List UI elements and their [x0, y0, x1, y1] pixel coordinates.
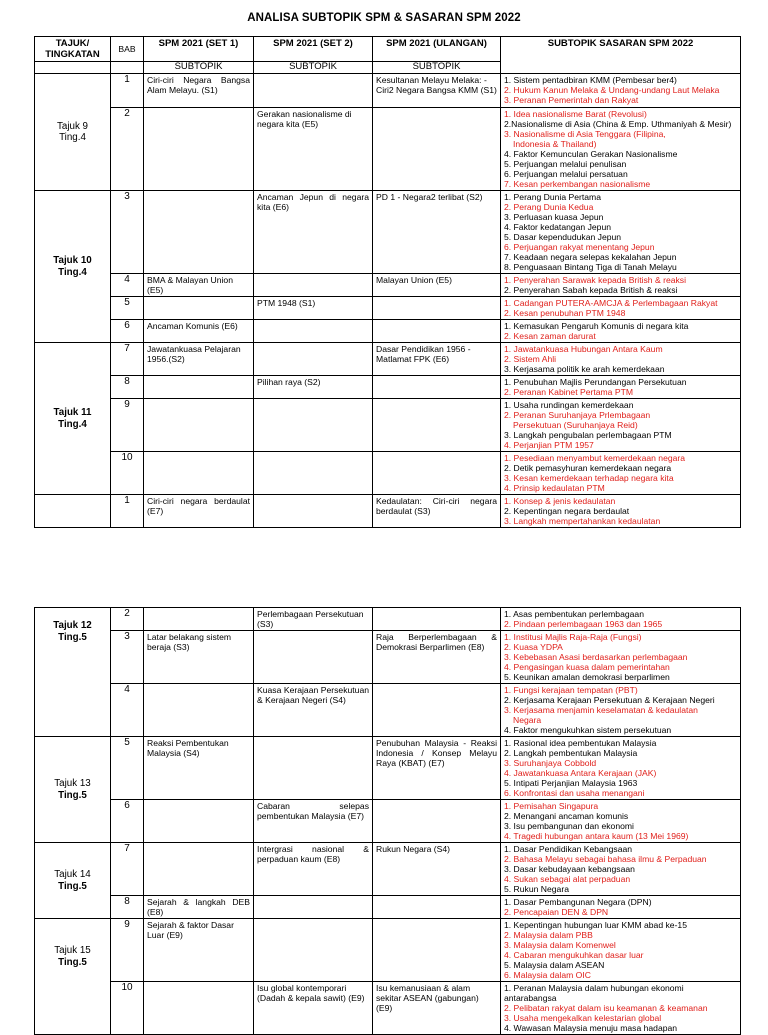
target-cell	[501, 631, 741, 684]
bab-cell: 4	[111, 684, 144, 737]
table-row	[35, 608, 741, 631]
set1-cell: Ciri-ciri negara berdaulat (E7)	[144, 495, 254, 528]
target-item: 4. Jawatankuasa Antara Kerajaan (JAK)	[504, 768, 657, 778]
target-cell	[501, 399, 741, 452]
target-item: 3. Peranan Pemerintah dan Rakyat	[504, 95, 639, 105]
tajuk-name: Tajuk 9	[56, 120, 89, 132]
bab-cell: 7	[111, 343, 144, 376]
target-cell	[501, 452, 741, 495]
set2-cell: Kuasa Kerajaan Persekutuan & Kerajaan Negeri (S4)	[254, 684, 373, 737]
target-item: 2. Peranan Kabinet Pertama PTM	[504, 387, 633, 397]
table-row	[35, 982, 741, 1035]
bab-cell: 9	[111, 399, 144, 452]
table-row	[35, 896, 741, 919]
bab-cell: 2	[111, 108, 144, 191]
ulangan-cell	[373, 399, 501, 452]
target-item: 1. Kepentingan hubungan luar KMM abad ke-15	[504, 920, 687, 930]
target-item: 1. Perang Dunia Pertama	[504, 192, 601, 202]
target-cell	[501, 191, 741, 274]
tajuk-name: Tajuk 11	[53, 407, 92, 418]
target-item: 2. Sistem Ahli	[504, 354, 557, 364]
target-item: 4. Tragedi hubungan antara kaum (13 Mei 1969)	[504, 831, 689, 841]
set2-cell: Ancaman Jepun di negara kita (E6)	[254, 191, 373, 274]
tajuk-ting: Ting.4	[58, 418, 87, 430]
target-item: Indonesia & Thailand)	[513, 139, 597, 149]
target-item: 3. Usaha mengekalkan kelestarian global	[504, 1013, 662, 1023]
target-item: 1. Usaha rundingan kemerdekaan	[504, 400, 634, 410]
tajuk-cell	[35, 495, 111, 528]
table-row	[35, 297, 741, 320]
table-row	[35, 108, 741, 191]
bab-cell: 5	[111, 297, 144, 320]
tajuk-ting: Ting.5	[58, 789, 87, 801]
table-row	[35, 919, 741, 982]
tajuk-cell	[35, 343, 111, 495]
target-item: 1. Institusi Majlis Raja-Raja (Fungsi)	[504, 632, 642, 642]
table-row	[35, 74, 741, 108]
set1-cell	[144, 982, 254, 1035]
tajuk-ting: Ting.5	[58, 880, 87, 892]
bab-cell: 6	[111, 320, 144, 343]
set1-cell	[144, 399, 254, 452]
ulangan-cell: Malayan Union (E5)	[373, 274, 501, 297]
target-cell	[501, 108, 741, 191]
ulangan-cell: Kedaulatan: Ciri-ciri negara berdaulat (S3)	[373, 495, 501, 528]
header-set1: SPM 2021 (SET 1)	[144, 37, 254, 62]
target-item: 2. Detik pemasyhuran kemerdekaan negara	[504, 463, 672, 473]
header-row	[35, 37, 741, 62]
set2-cell	[254, 495, 373, 528]
subheader-subtopik: SUBTOPIK	[254, 62, 373, 74]
target-item: 1. Dasar Pendidikan Kebangsaan	[504, 844, 633, 854]
target-item: 3. Nasionalisme di Asia Tenggara (Filipina,	[504, 129, 666, 139]
set1-cell	[144, 800, 254, 843]
set2-cell: Cabaran selepas pembentukan Malaysia (E7)	[254, 800, 373, 843]
table-row	[35, 631, 741, 684]
target-item: 1. Penubuhan Majlis Perundangan Persekutuan	[504, 377, 687, 387]
ulangan-cell	[373, 608, 501, 631]
target-item: 3. Malaysia dalam Komenwel	[504, 940, 616, 950]
target-item: 5. Perjuangan melalui penulisan	[504, 159, 627, 169]
table-row	[35, 274, 741, 297]
ulangan-cell: Dasar Pendidikan 1956 - Matlamat FPK (E6)	[373, 343, 501, 376]
tajuk-cell	[35, 737, 111, 843]
ulangan-cell: Raja Berperlembagaan & Demokrasi Berparlimen (E8)	[373, 631, 501, 684]
set2-cell	[254, 452, 373, 495]
tajuk-ting: Ting.5	[58, 631, 87, 643]
target-item: 2. Bahasa Melayu sebagai bahasa ilmu & Perpaduan	[504, 854, 707, 864]
set1-cell	[144, 843, 254, 896]
target-cell	[501, 320, 741, 343]
target-cell	[501, 737, 741, 800]
target-item: 1. Dasar Pembangunan Negara (DPN)	[504, 897, 652, 907]
target-cell	[501, 843, 741, 896]
target-item: 5. Keunikan amalan demokrasi berparlimen	[504, 672, 670, 682]
tajuk-ting: Ting.5	[58, 956, 87, 968]
target-item: 3. Kerjasama politik ke arah kemerdekaan	[504, 364, 665, 374]
target-item: 1. Sistem pentadbiran KMM (Pembesar ber4)	[504, 75, 677, 85]
table-row	[35, 191, 741, 274]
ulangan-cell	[373, 684, 501, 737]
target-item: 4. Sukan sebagai alat perpaduan	[504, 874, 631, 884]
set2-cell	[254, 896, 373, 919]
target-item: 2. Perang Dunia Kedua	[504, 202, 594, 212]
target-item: 2. Pindaan perlembagaan 1963 dan 1965	[504, 619, 663, 629]
table-row	[35, 800, 741, 843]
target-cell	[501, 376, 741, 399]
target-item: 6. Perjuangan melalui persatuan	[504, 169, 628, 179]
target-item: 2. Pelibatan rakyat dalam isu keamanan & keamanan	[504, 1003, 708, 1013]
bab-cell: 2	[111, 608, 144, 631]
set2-cell	[254, 274, 373, 297]
target-item: 2. Kuasa YDPA	[504, 642, 563, 652]
bab-cell: 7	[111, 843, 144, 896]
tajuk-ting: Ting.4	[58, 266, 87, 278]
table-row	[35, 684, 741, 737]
set1-cell	[144, 376, 254, 399]
target-item: 1. Pemisahan Singapura	[504, 801, 599, 811]
target-item: Persekutuan (Suruhanjaya Reid)	[513, 420, 638, 430]
set2-cell	[254, 919, 373, 982]
target-cell	[501, 919, 741, 982]
bab-cell: 9	[111, 919, 144, 982]
target-item: 6. Malaysia dalam OIC	[504, 970, 591, 980]
ulangan-cell	[373, 376, 501, 399]
table-row	[35, 495, 741, 528]
target-item: 3. Kerjasama menjamin keselamatan & kedaulatan	[504, 705, 698, 715]
table-row	[35, 737, 741, 800]
page-title: ANALISA SUBTOPIK SPM & SASARAN SPM 2022	[247, 12, 521, 24]
set2-cell	[254, 343, 373, 376]
set1-cell	[144, 191, 254, 274]
target-item: 3. Dasar kebudayaan kebangsaan	[504, 864, 635, 874]
bab-cell: 5	[111, 737, 144, 800]
target-cell	[501, 343, 741, 376]
target-item: 2. Langkah pembentukan Malaysia	[504, 748, 638, 758]
target-item: 3. Suruhanjaya Cobbold	[504, 758, 597, 768]
target-item: 3. Kebebasan Asasi berdasarkan perlembagaan	[504, 652, 688, 662]
target-item: 3. Kesan kemerdekaan terhadap negara kita	[504, 473, 674, 483]
target-item: 5. Intipati Perjanjian Malaysia 1963	[504, 778, 638, 788]
ulangan-cell	[373, 919, 501, 982]
set1-cell: BMA & Malayan Union (E5)	[144, 274, 254, 297]
target-item: 1. Kemasukan Pengaruh Komunis di negara kita	[504, 321, 689, 331]
tajuk-cell	[35, 608, 111, 737]
target-item: 2. Menangani ancaman komunis	[504, 811, 629, 821]
bab-cell: 1	[111, 74, 144, 108]
target-item: 4. Faktor mengukuhkan sistem persekutuan	[504, 725, 672, 735]
table-row	[35, 452, 741, 495]
target-item: 7. Kesan perkembangan nasionalisme	[504, 179, 651, 189]
target-item: 4. Prinsip kedaulatan PTM	[504, 483, 605, 493]
tajuk-cell	[35, 919, 111, 1035]
ulangan-cell: Isu kemanusiaan & alam sekitar ASEAN (gabungan) (E9)	[373, 982, 501, 1035]
set2-cell: Pilihan raya (S2)	[254, 376, 373, 399]
target-item: 2. Pencapaian DEN & DPN	[504, 907, 609, 917]
target-item: 3. Perluasan kuasa Jepun	[504, 212, 604, 222]
target-item: 2.Nasionalisme di Asia (China & Emp. Uthmaniyah & Mesir)	[504, 119, 732, 129]
set2-cell: PTM 1948 (S1)	[254, 297, 373, 320]
set2-cell	[254, 74, 373, 108]
ulangan-cell	[373, 896, 501, 919]
ulangan-cell: PD 1 - Negara2 terlibat (S2)	[373, 191, 501, 274]
set1-cell: Reaksi Pembentukan Malaysia (S4)	[144, 737, 254, 800]
target-item: 8. Penguasaan Bintang Tiga di Tanah Melayu	[504, 262, 677, 272]
target-cell	[501, 297, 741, 320]
target-item: 2. Kesan zaman darurat	[504, 331, 596, 341]
tajuk-cell	[35, 74, 111, 191]
subheader-subtopik: SUBTOPIK	[373, 62, 501, 74]
target-item: 6. Perjuangan rakyat menentang Jepun	[504, 242, 655, 252]
target-item: 4. Faktor kedatangan Jepun	[504, 222, 612, 232]
table-row	[35, 320, 741, 343]
ulangan-cell: Kesultanan Melayu Melaka: - Ciri2 Negara Bangsa KMM (S1)	[373, 74, 501, 108]
target-item: 1. Idea nasionalisme Barat (Revolusi)	[504, 109, 647, 119]
ulangan-cell	[373, 297, 501, 320]
tajuk-name: Tajuk 13	[54, 778, 91, 789]
set1-cell: Jawatankuasa Pelajaran 1956.(S2)	[144, 343, 254, 376]
header-set2: SPM 2021 (SET 2)	[254, 37, 373, 62]
header-bab: BAB	[111, 37, 144, 62]
bab-cell: 10	[111, 452, 144, 495]
target-item: 2. Peranan Suruhanjaya Prlembagaan	[504, 410, 651, 420]
set1-cell	[144, 684, 254, 737]
ulangan-cell	[373, 800, 501, 843]
table-row	[35, 343, 741, 376]
bab-cell: 10	[111, 982, 144, 1035]
tajuk-cell	[35, 843, 111, 919]
target-item: 1. Peranan Malaysia dalam hubungan ekonomi antarabangsa	[504, 983, 684, 1003]
tajuk-name: Tajuk 12	[53, 620, 92, 631]
subheader-subtopik: SUBTOPIK	[144, 62, 254, 74]
bab-cell: 3	[111, 191, 144, 274]
set1-cell: Sejarah & faktor Dasar Luar (E9)	[144, 919, 254, 982]
set2-cell: Isu global kontemporari (Dadah & kepala sawit) (E9)	[254, 982, 373, 1035]
header-ulangan: SPM 2021 (ULANGAN)	[373, 37, 501, 62]
set2-cell	[254, 320, 373, 343]
set2-cell: Gerakan nasionalisme di negara kita (E5)	[254, 108, 373, 191]
ulangan-cell	[373, 108, 501, 191]
target-item: 1. Rasional idea pembentukan Malaysia	[504, 738, 657, 748]
set1-cell	[144, 452, 254, 495]
table-row	[35, 843, 741, 896]
set2-cell: Perlembagaan Persekutuan (S3)	[254, 608, 373, 631]
ulangan-cell	[373, 452, 501, 495]
target-cell	[501, 800, 741, 843]
bab-cell: 4	[111, 274, 144, 297]
tajuk-cell	[35, 191, 111, 343]
set1-cell	[144, 108, 254, 191]
tajuk-name: Tajuk 15	[54, 945, 91, 956]
target-item: 2. Kerjasama Kerajaan Persekutuan & Kerajaan Negeri	[504, 695, 715, 705]
target-item: 7. Keadaan negara selepas kekalahan Jepun	[504, 252, 677, 262]
table-row	[35, 399, 741, 452]
set1-cell: Sejarah & langkah DEB (E8)	[144, 896, 254, 919]
ulangan-cell: Penubuhan Malaysia - Reaksi Indonesia / Konsep Melayu Raya (KBAT) (E7)	[373, 737, 501, 800]
target-item: 5. Rukun Negara	[504, 884, 569, 894]
tajuk-ting: Ting.4	[59, 132, 86, 143]
tajuk-name: Tajuk 14	[54, 869, 91, 880]
bab-cell: 1	[111, 495, 144, 528]
bab-cell: 3	[111, 631, 144, 684]
target-item: 4. Pengasingan kuasa dalam pemerintahan	[504, 662, 670, 672]
target-item: 1. Fungsi kerajaan tempatan (PBT)	[504, 685, 638, 695]
set2-cell	[254, 631, 373, 684]
set1-cell: Ciri-ciri Negara Bangsa Alam Melayu. (S1)	[144, 74, 254, 108]
target-item: 1. Jawatankuasa Hubungan Antara Kaum	[504, 344, 663, 354]
target-cell	[501, 982, 741, 1035]
set1-cell: Latar belakang sistem beraja (S3)	[144, 631, 254, 684]
target-cell	[501, 74, 741, 108]
bab-cell: 8	[111, 896, 144, 919]
set1-cell	[144, 297, 254, 320]
target-item: 6. Konfrontasi dan usaha menangani	[504, 788, 645, 798]
target-item: 1. Cadangan PUTERA-AMCJA & Perlembagaan Rakyat	[504, 298, 718, 308]
target-item: 2. Hukum Kanun Melaka & Undang-undang Laut Melaka	[504, 85, 720, 95]
target-item: 2. Kepentingan negara berdaulat	[504, 506, 630, 516]
target-item: 1. Pesediaan menyambut kemerdekaan negara	[504, 453, 686, 463]
table-row	[35, 376, 741, 399]
target-item: 1. Asas pembentukan perlembagaan	[504, 609, 644, 619]
set2-cell: Intergrasi nasional & perpaduan kaum (E8)	[254, 843, 373, 896]
set1-cell	[144, 608, 254, 631]
target-item: 3. Isu pembangunan dan ekonomi	[504, 821, 634, 831]
target-cell	[501, 684, 741, 737]
ulangan-cell: Rukun Negara (S4)	[373, 843, 501, 896]
analysis-table-2	[34, 607, 741, 1035]
target-item: 5. Dasar kependudukan Jepun	[504, 232, 622, 242]
header-sasaran: SUBTOPIK SASARAN SPM 2022	[501, 37, 741, 74]
target-cell	[501, 274, 741, 297]
target-item: 3. Langkah pengubalan perlembagaan PTM	[504, 430, 672, 440]
target-item: 4. Cabaran mengukuhkan dasar luar	[504, 950, 644, 960]
tajuk-name: Tajuk 10	[53, 255, 92, 266]
target-item: 2. Penyerahan Sabah kepada British & reaksi	[504, 285, 678, 295]
bab-cell: 8	[111, 376, 144, 399]
target-item: 4. Faktor Kemunculan Gerakan Nasionalisme	[504, 149, 678, 159]
target-item: 3. Langkah mempertahankan kedaulatan	[504, 516, 661, 526]
target-item: 4. Perjanjian PTM 1957	[504, 440, 594, 450]
target-cell	[501, 896, 741, 919]
target-item: 5. Malaysia dalam ASEAN	[504, 960, 605, 970]
set1-cell: Ancaman Komunis (E6)	[144, 320, 254, 343]
target-item: 2. Kesan penubuhan PTM 1948	[504, 308, 626, 318]
set2-cell	[254, 399, 373, 452]
target-cell	[501, 608, 741, 631]
target-item: 4. Wawasan Malaysia menuju masa hadapan	[504, 1023, 678, 1033]
target-cell	[501, 495, 741, 528]
header-tajuk: TAJUK/ TINGKATAN	[35, 37, 111, 62]
target-item: Negara	[513, 715, 542, 725]
bab-cell: 6	[111, 800, 144, 843]
analysis-table-1	[34, 36, 741, 528]
target-item: 2. Malaysia dalam PBB	[504, 930, 593, 940]
target-item: 1. Konsep & jenis kedaulatan	[504, 496, 616, 506]
ulangan-cell	[373, 320, 501, 343]
set2-cell	[254, 737, 373, 800]
target-item: 1. Penyerahan Sarawak kepada British & reaksi	[504, 275, 687, 285]
